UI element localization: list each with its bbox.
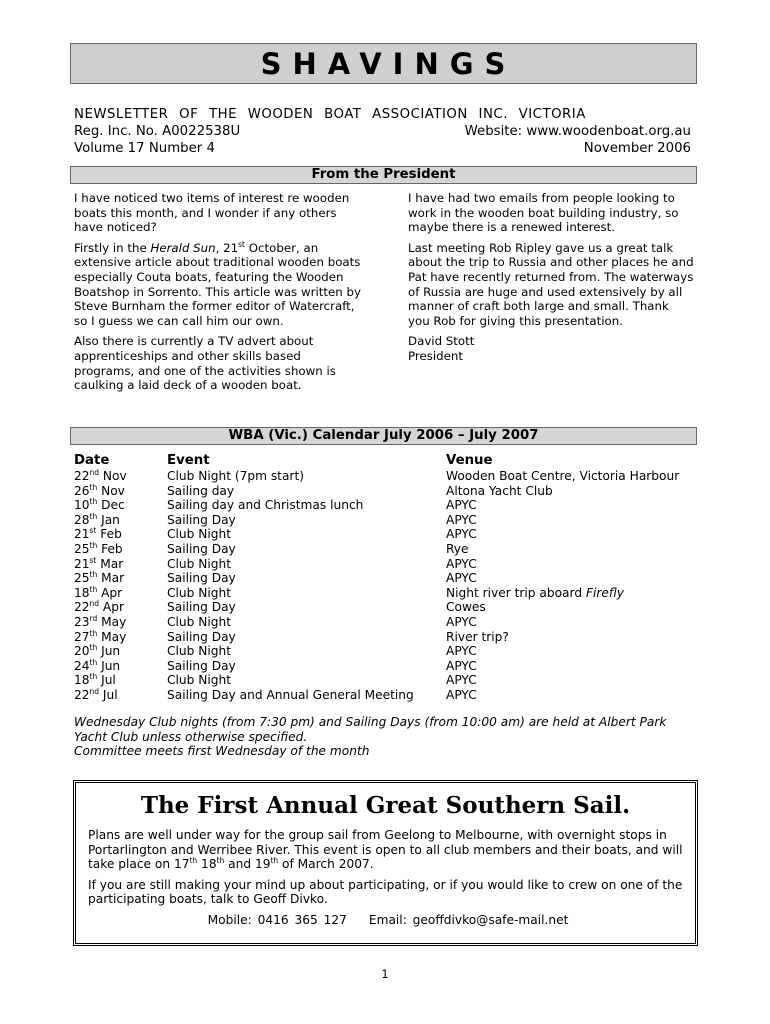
calendar-date: 24th Jun <box>74 657 121 673</box>
calendar-date: 26th Nov <box>74 482 125 498</box>
boat-name: Firefly <box>585 585 624 600</box>
page-number: 1 <box>381 967 389 981</box>
sail-title: The First Annual Great Southern Sail. <box>140 792 631 819</box>
calendar-venue: APYC <box>446 512 477 527</box>
signature-name: David Stott <box>408 334 475 349</box>
president-paragraph-1: I have noticed two items of interest re wooden boats this month, and I wonder if any others have noticed? <box>74 191 350 235</box>
calendar-event: Club Night <box>167 614 231 629</box>
sail-paragraph-1: Plans are well under way for the group sail from Geelong to Melbourne, with overnight stops in Portarlington and Werribee River. This event is open to all club members and their boats, and will take place on 17th 18th and 19th of March 2007. <box>88 828 683 872</box>
calendar-event: Club Night (7pm start) <box>167 469 304 483</box>
calendar-date: 21st Feb <box>74 526 122 542</box>
president-paragraph-3: Also there is currently a TV advert about apprenticeships and other skills based programs, and one of the activities shown is caulking a laid deck of a wooden boat. <box>74 334 336 393</box>
calendar-event: Sailing Day <box>167 541 236 556</box>
calendar-event: Sailing Day <box>167 512 236 527</box>
reg-line <box>74 123 691 140</box>
calendar-event: Sailing Day <box>167 629 236 644</box>
masthead-title: SHAVINGS <box>70 43 697 84</box>
president-right-column <box>408 191 694 364</box>
calendar-venue: APYC <box>446 658 477 673</box>
registration-number: Reg. Inc. No. A0022538U <box>74 124 241 139</box>
association-name: NEWSLETTER OF THE WOODEN BOAT ASSOCIATION INC. VICTORIA <box>74 107 586 122</box>
calendar-date: 18th Jul <box>74 672 116 688</box>
president-left-column <box>74 191 364 399</box>
calendar-note-1: Wednesday Club nights (from 7:30 pm) and Sailing Days (from 10:00 am) are held at Albert Park Yacht Club unless otherwise specified. <box>74 715 667 744</box>
signature-title: President <box>408 348 464 363</box>
calendar-venue: APYC <box>446 614 477 629</box>
calendar-event: Sailing Day <box>167 658 236 673</box>
calendar-venue: Cowes <box>446 600 486 615</box>
calendar-date: 25th Feb <box>74 540 123 556</box>
calendar-event: Sailing day <box>167 483 235 498</box>
calendar-venue: Altona Yacht Club <box>446 483 553 498</box>
date-column-header: Date <box>74 453 110 468</box>
calendar-venue: APYC <box>446 571 477 586</box>
calendar-event: Club Night <box>167 644 231 659</box>
email-address[interactable]: Email: geoffdivko@safe-mail.net <box>368 912 569 927</box>
calendar-venue: Rye <box>446 541 469 556</box>
president-paragraph-5: Last meeting Rob Ripley gave us a great talk about the trip to Russia and other places he and Pat have recently returned from. The waterways of Russia are huge and used extensively by all manner of craft both large and small. Thank you Rob for giving this presentation. <box>408 240 694 328</box>
calendar-note-2: Committee meets first Wednesday of the month <box>74 744 370 759</box>
calendar-date: 23rd May <box>74 613 127 629</box>
calendar-date: 22nd Jul <box>74 686 118 702</box>
newsletter-subtitle <box>74 106 691 123</box>
issue-line <box>74 140 691 157</box>
calendar-date: 28th Jan <box>74 511 120 527</box>
calendar-date: 22nd Apr <box>74 599 124 615</box>
calendar-event: Club Night <box>167 673 231 688</box>
issue-date: November 2006 <box>583 141 691 156</box>
calendar-event: Sailing Day <box>167 600 236 615</box>
mobile-number: Mobile: 0416 365 127 <box>207 912 347 927</box>
calendar-venue: APYC <box>446 673 477 688</box>
calendar-event: Club Night <box>167 585 231 600</box>
calendar-event: Sailing Day <box>167 571 236 586</box>
event-column-header: Event <box>167 453 210 468</box>
calendar-venue: River trip? <box>446 629 509 644</box>
calendar-date: 18th Apr <box>74 584 123 600</box>
calendar-venue: Night river trip aboard Firefly <box>446 585 624 600</box>
contact-line <box>88 913 688 928</box>
calendar-venue: Wooden Boat Centre, Victoria Harbour <box>446 469 680 483</box>
calendar-heading: WBA (Vic.) Calendar July 2006 – July 2007 <box>70 427 697 445</box>
volume-number: Volume 17 Number 4 <box>74 141 215 156</box>
calendar-date: 25th Mar <box>74 570 125 586</box>
calendar-event: Sailing Day and Annual General Meeting <box>167 687 414 702</box>
calendar-event: Club Night <box>167 556 231 571</box>
website-link[interactable]: Website: www.woodenboat.org.au <box>464 124 691 139</box>
calendar-venue: APYC <box>446 556 477 571</box>
calendar-event: Sailing day and Christmas lunch <box>167 498 364 513</box>
calendar-event: Club Night <box>167 527 231 542</box>
calendar-venue: APYC <box>446 527 477 542</box>
calendar-date: 10th Dec <box>74 497 125 513</box>
venue-column-header: Venue <box>446 453 493 468</box>
sail-body <box>88 828 688 934</box>
sail-paragraph-2: If you are still making your mind up about participating, or if you would like to crew on one of the participating boats, talk to Geoff Divko. <box>88 877 683 907</box>
president-paragraph-4: I have had two emails from people looking to work in the wooden boat building industry, so maybe there is a renewed interest. <box>408 191 679 235</box>
calendar-date: 21st Mar <box>74 555 124 571</box>
calendar-date: 22nd Nov <box>74 467 127 483</box>
calendar-notes <box>74 715 694 759</box>
calendar-date: 20th Jun <box>74 643 121 659</box>
calendar-venue: APYC <box>446 687 477 702</box>
calendar-venue: APYC <box>446 498 477 513</box>
president-heading: From the President <box>70 166 697 184</box>
president-paragraph-2: Firstly in the Herald Sun, 21st October, an extensive article about traditional wooden boats especially Couta boats, featuring the Wooden Boatshop in Sorrento. This article was written by Steve Burnham the former editor of Watercraft, so I guess we can call him our own. <box>74 239 361 328</box>
calendar-venue: APYC <box>446 644 477 659</box>
herald-sun-title: Herald Sun <box>150 240 216 255</box>
calendar-date: 27th May <box>74 628 127 644</box>
great-southern-sail-box <box>73 780 698 946</box>
